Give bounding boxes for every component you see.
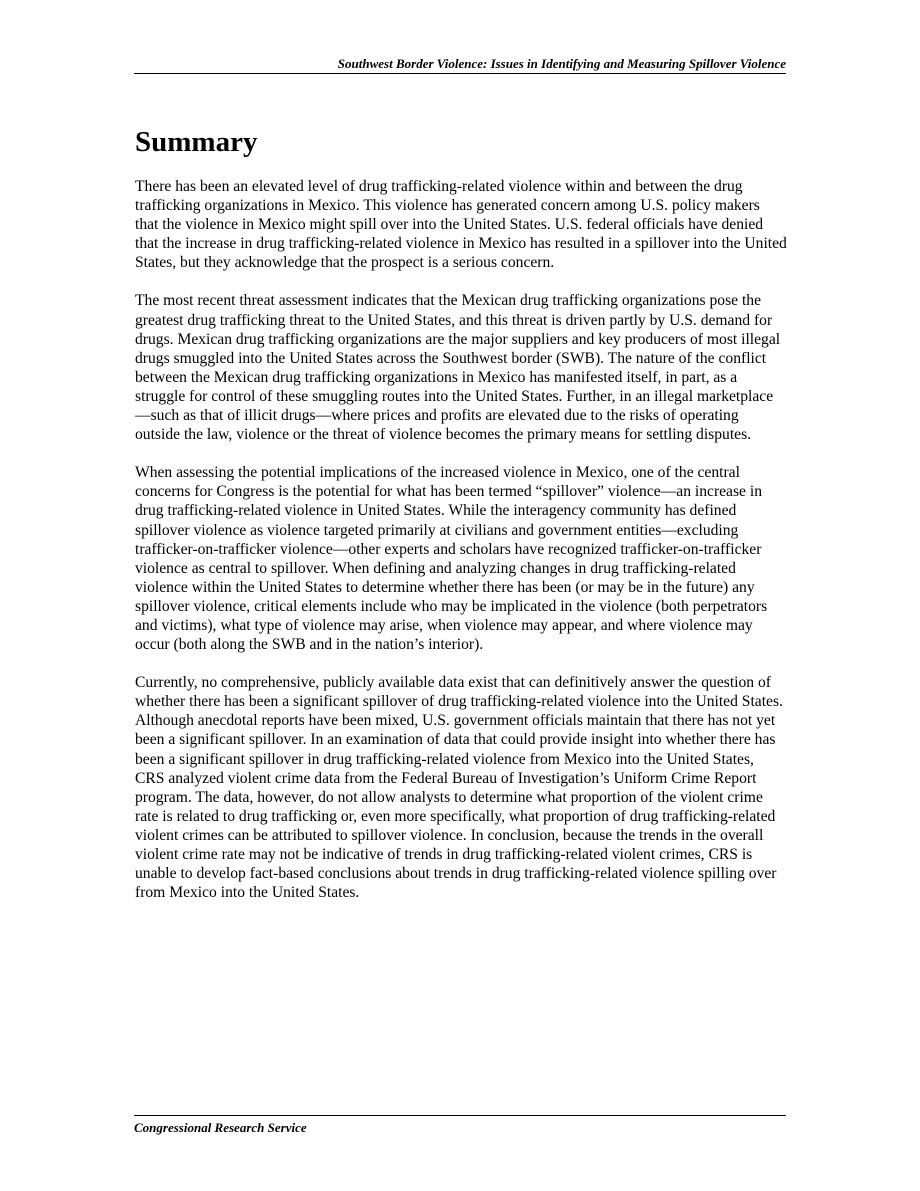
summary-paragraph-1: There has been an elevated level of drug trafficking-related violence within and between the drug trafficking organizations in Mexico. This violence has generated concern among U.S. policy makers that the violence in Mexico might spill over into the United States. U.S. federal officials have denied that the increase in drug trafficking-related violence in Mexico has resulted in a spillover into the United States, but they acknowledge that the prospect is a serious concern.	[135, 178, 787, 272]
summary-body	[135, 177, 787, 921]
running-header: Southwest Border Violence: Issues in Identifying and Measuring Spillover Violence	[134, 56, 786, 74]
running-footer: Congressional Research Service	[134, 1115, 786, 1136]
summary-paragraph-3: When assessing the potential implications of the increased violence in Mexico, one of the central concerns for Congress is the potential for what has been termed “spillover” violence—an increase in drug trafficking-related violence in United States. While the interagency community has defined spillover violence as violence targeted primarily at civilians and government entities—excluding trafficker-on-trafficker violence—other experts and scholars have recognized trafficker-on-trafficker violence as central to spillover. When defining and analyzing changes in drug trafficking-related violence within the United States to determine whether there has been (or may be in the future) any spillover violence, critical elements include who may be implicated in the violence (both perpetrators and victims), what type of violence may arise, when violence may appear, and where violence may occur (both along the SWB and in the nation’s interior).	[135, 464, 768, 654]
summary-paragraph-2: The most recent threat assessment indicates that the Mexican drug trafficking organizations pose the greatest drug trafficking threat to the United States, and this threat is driven partly by U.S. demand for drugs. Mexican drug trafficking organizations are the major suppliers and key producers of most illegal drugs smuggled into the United States across the Southwest border (SWB). The nature of the conflict between the Mexican drug trafficking organizations in Mexico has manifested itself, in part, as a struggle for control of these smuggling routes into the United States. Further, in an illegal marketplace—such as that of illicit drugs—where prices and profits are elevated due to the risks of operating outside the law, violence or the threat of violence becomes the primary means for settling disputes.	[135, 292, 781, 444]
section-heading-summary: Summary	[135, 126, 258, 158]
summary-paragraph-4: Currently, no comprehensive, publicly available data exist that can definitively answer the question of whether there has been a significant spillover of drug trafficking-related violence into the United States. Although anecdotal reports have been mixed, U.S. government officials maintain that there has not yet been a significant spillover. In an examination of data that could provide insight into whether there has been a significant spillover in drug trafficking-related violence from Mexico into the United States, CRS analyzed violent crime data from the Federal Bureau of Investigation’s Uniform Crime Report program. The data, however, do not allow analysts to determine what proportion of the violent crime rate is related to drug trafficking or, even more specifically, what proportion of drug trafficking-related violent crimes can be attributed to spillover violence. In conclusion, because the trends in the overall violent crime rate may not be indicative of trends in drug trafficking-related violent crimes, CRS is unable to develop fact-based conclusions about trends in drug trafficking-related violence spilling over from Mexico into the United States.	[135, 674, 783, 902]
